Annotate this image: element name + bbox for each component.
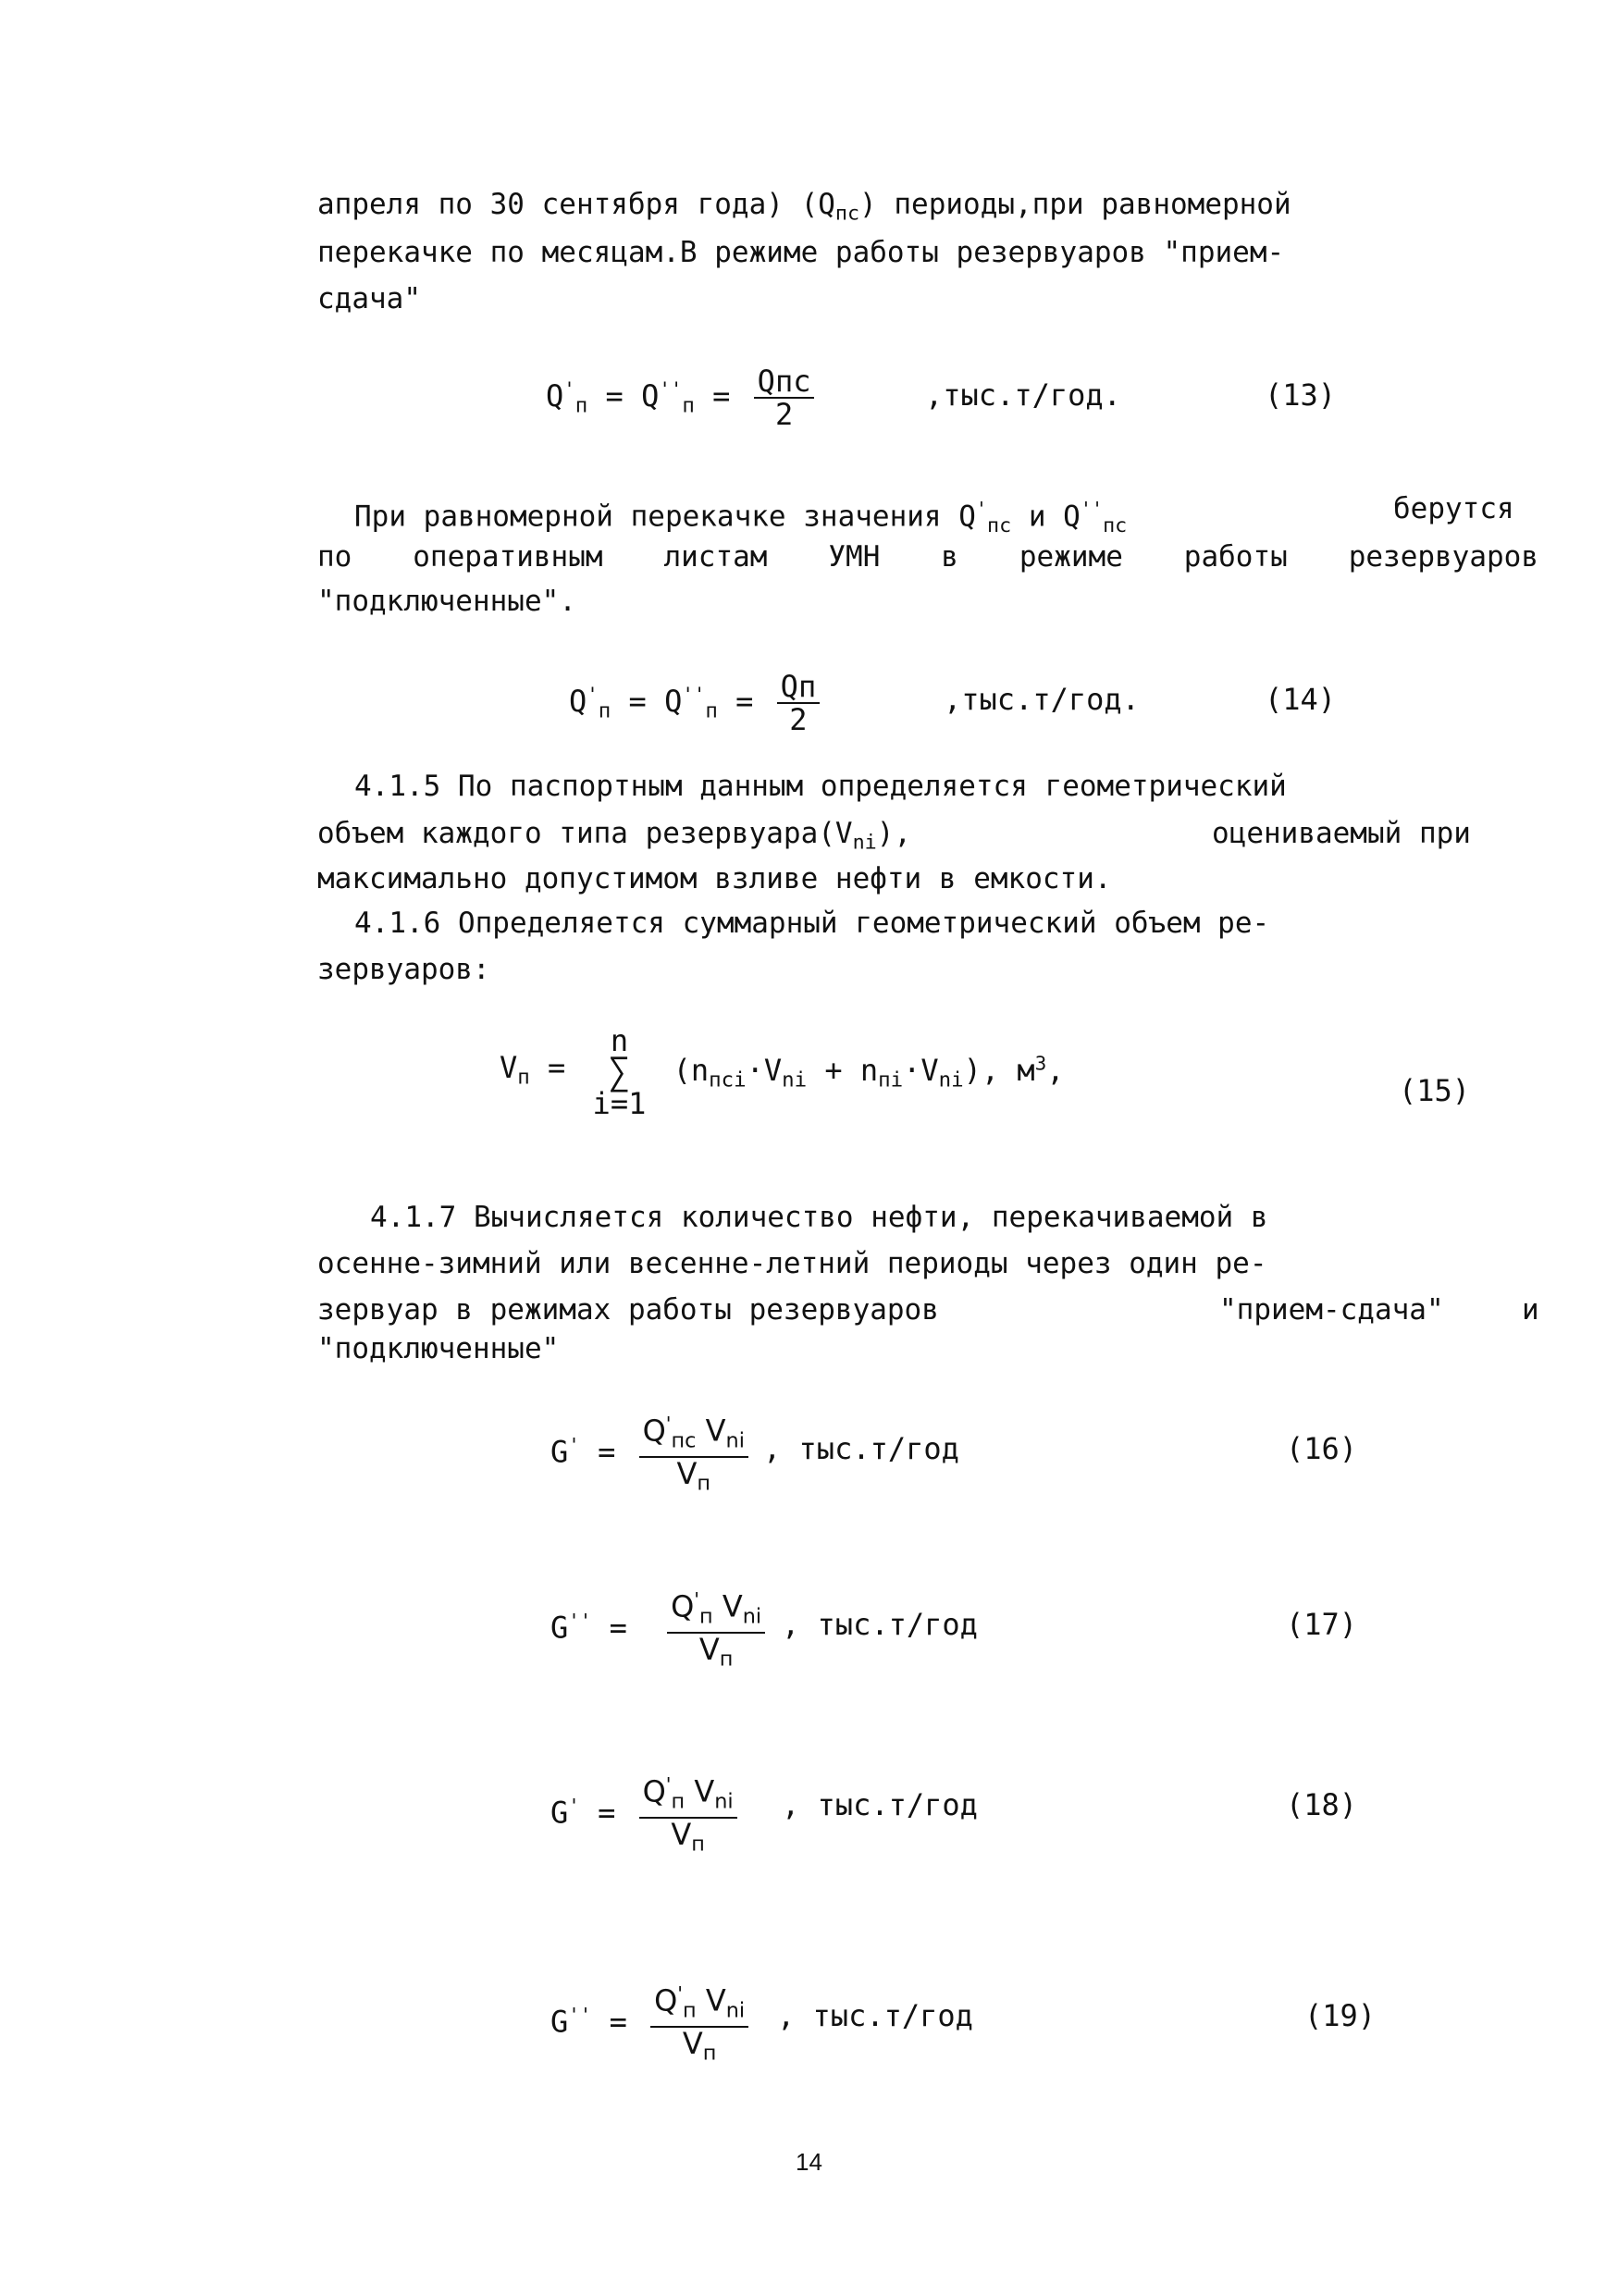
text-line-417a: 4.1.7 Вычисляется количество нефти, перекачиваемой в bbox=[370, 1201, 1268, 1234]
fraction-19: $\frac{Q'_п V_{ni}}{V_п}$ bbox=[650, 1978, 748, 2069]
page-number: 14 bbox=[796, 2148, 822, 2176]
summation: n ∑ i=1 bbox=[592, 1023, 647, 1121]
equation-number-16: (16) bbox=[1286, 1431, 1358, 1466]
equation-number-17: (17) bbox=[1286, 1607, 1358, 1642]
unit-13: ,тыс.т/год. bbox=[925, 377, 1121, 413]
equation-15: $V_п$ = n ∑ i=1 $(n_{пci}\cdot V_{ni} + n_{пi}\cdot V_{ni})$, $м^3$, bbox=[500, 1023, 1065, 1121]
fraction-16: $\frac{Q'_{пс} V_{ni}}{V_п}$ bbox=[639, 1408, 748, 1500]
fraction-14: $\frac{Qп}{2}$ bbox=[777, 671, 821, 735]
text-line-3: сдача" bbox=[317, 282, 421, 315]
text-line-415a: 4.1.5 По паспортным данным определяется геометрический bbox=[354, 770, 1287, 803]
text-line-417c-quote: "прием-сдача" bbox=[1219, 1293, 1444, 1327]
equation-number-15: (15) bbox=[1399, 1073, 1471, 1108]
text-line-p2c: "подключенные". bbox=[317, 585, 576, 618]
equation-17: G'' = $\frac{Q'_п V_{ni}}{V_п}$ bbox=[550, 1584, 771, 1675]
text-line-415b: объем каждого типа $резервуара(V_{ni})$, bbox=[317, 817, 912, 855]
equation-number-13: (13) bbox=[1265, 377, 1337, 413]
text-line-416a: 4.1.6 Определяется суммарный геометрический объем ре- bbox=[354, 907, 1270, 940]
unit-19: , тыс.т/год bbox=[777, 1998, 973, 2033]
equation-19: G'' = $\frac{Q'_п V_{ni}}{V_п}$ bbox=[550, 1978, 754, 2069]
equation-16: G' = $\frac{Q'_{пс} V_{ni}}{V_п}$ bbox=[550, 1408, 754, 1500]
fraction-18: $\frac{Q'_п V_{ni}}{V_п}$ bbox=[639, 1769, 737, 1860]
text-line-417d: "подключенные" bbox=[317, 1332, 560, 1365]
text-line-2: перекачке по месяцам.В режиме работы резервуаров "прием- bbox=[317, 236, 1285, 269]
text-line-416b: зервуаров: bbox=[317, 953, 490, 986]
equation-number-19: (19) bbox=[1304, 1998, 1377, 2033]
equation-number-18: (18) bbox=[1286, 1787, 1358, 1822]
text-line-415c: максимально допустимом взливе нефти в емкости. bbox=[317, 862, 1112, 895]
equation-number-14: (14) bbox=[1265, 682, 1337, 717]
text-line-417c: зервуар в режимах работы резервуаров bbox=[317, 1293, 939, 1327]
equation-14: $Q'_п = Q''_п$ = $\frac{Qп}{2}$ bbox=[569, 671, 825, 735]
text-line-p2b: по оперативным листам УМН в режиме работы резервуаров bbox=[317, 540, 1538, 574]
unit-17: , тыс.т/год bbox=[782, 1607, 978, 1642]
unit-16: , тыс.т/год bbox=[763, 1431, 959, 1466]
equation-13: $Q'_п = Q''_п$ = $\frac{\text{Qпс}}{2}$ bbox=[546, 365, 820, 430]
fraction-17: $\frac{Q'_п V_{ni}}{V_п}$ bbox=[667, 1584, 765, 1675]
text-line-1: апреля по 30 сентября года) $(Q_{пс})$ периоды,при равномерной bbox=[317, 188, 1291, 226]
text-line-417c-and: и bbox=[1522, 1293, 1539, 1327]
text-line-p2a: При равномерной перекачке значения $Q'_{пс}$ и $Q''_{пс}$ bbox=[354, 498, 1128, 537]
text-line-415b-end: оцениваемый при bbox=[1212, 817, 1471, 850]
unit-18: , тыс.т/год bbox=[782, 1787, 978, 1822]
text-line-417b: осенне-зимний или весенне-летний периоды через один ре- bbox=[317, 1247, 1267, 1280]
unit-14: ,тыс.т/год. bbox=[944, 682, 1140, 717]
fraction-13: $\frac{\text{Qпс}}{2}$ bbox=[754, 365, 815, 430]
equation-18: G' = $\frac{Q'_п V_{ni}}{V_п}$ bbox=[550, 1769, 743, 1860]
text-line-p2a-end: берутся bbox=[1393, 492, 1514, 525]
